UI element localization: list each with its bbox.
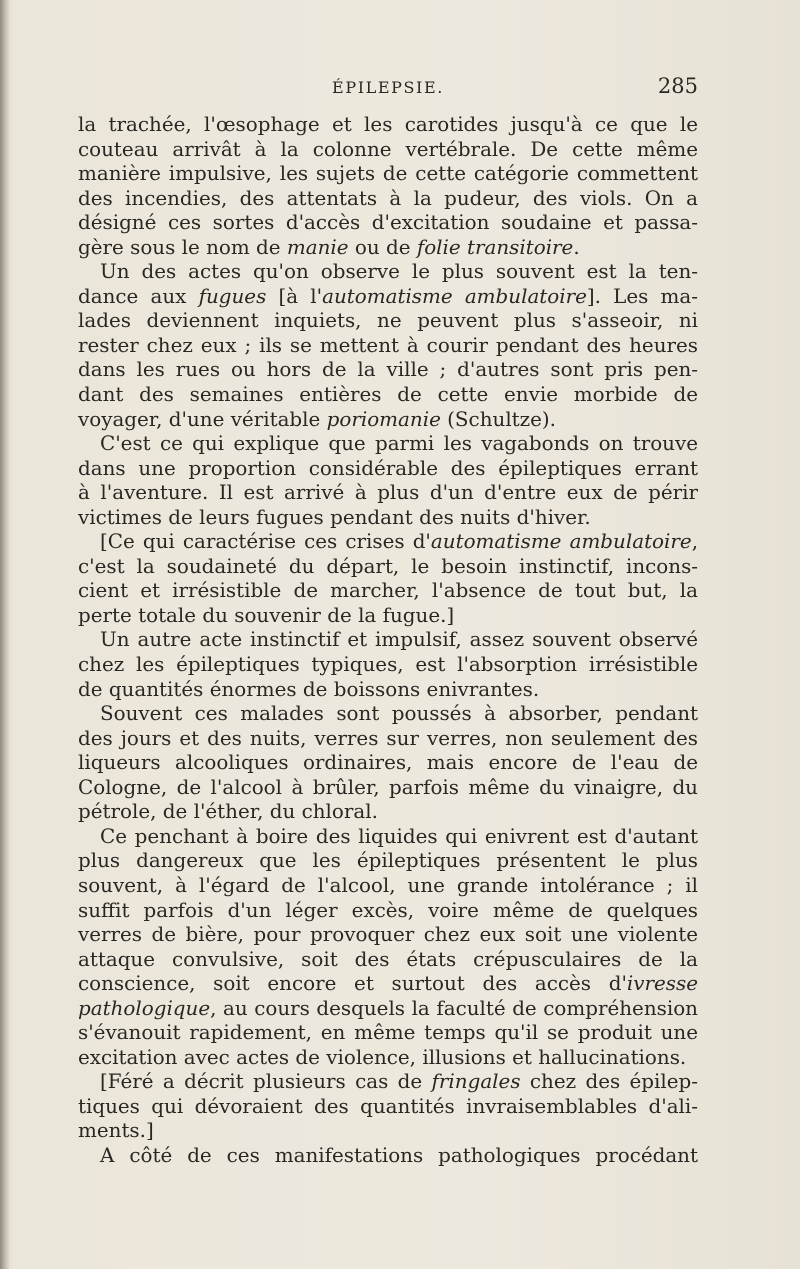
italic-term: automatisme ambulatoire <box>430 530 692 554</box>
text-line: lades deviennent inquiets, ne peuvent plus s'asseoir, ni <box>78 309 698 333</box>
italic-term: ivresse <box>626 972 698 996</box>
italic-term: pathologique <box>78 996 211 1020</box>
page-number: 285 <box>657 74 698 98</box>
paragraph-start: A côté de ces manifestations pathologiques procédant <box>100 1143 698 1167</box>
text-line: cient et irrésistible de marcher, l'absence de tout but, la <box>78 579 698 603</box>
text-line: conscience, soit encore et surtout des accès d'ivresse <box>78 972 698 996</box>
body-text <box>78 113 698 1169</box>
italic-term: poriomanie <box>326 407 441 431</box>
text-line: suffit parfois d'un léger excès, voire même de quelques <box>78 898 698 922</box>
text-line: chez les épileptiques typiques, est l'absorption irrésistible <box>78 653 698 677</box>
paragraph-start: C'est ce qui explique que parmi les vagabonds on trouve <box>100 432 698 456</box>
text-line: de quantités énormes de boissons enivrantes. <box>78 677 540 701</box>
paragraph-start: Ce penchant à boire des liquides qui enivrent est d'autant <box>100 824 698 848</box>
page-binding-edge <box>0 0 9 1269</box>
text-line: pathologique, au cours desquels la faculté de compréhension <box>78 996 698 1020</box>
paragraph-start: [Féré a décrit plusieurs cas de fringales chez des épilep- <box>100 1070 698 1094</box>
text-line: dance aux fugues [à l'automatisme ambulatoire]. Les ma- <box>78 284 698 308</box>
text-line: voyager, d'une véritable poriomanie (Schultze). <box>78 407 557 431</box>
text-line: attaque convulsive, soit des états crépusculaires de la <box>78 947 698 971</box>
page-header <box>78 74 698 104</box>
running-head: ÉPILEPSIE. <box>332 78 444 97</box>
paragraph-start: Un des actes qu'on observe le plus souvent est la ten- <box>100 260 698 284</box>
italic-term: fringales <box>431 1070 521 1094</box>
text-line: à l'aventure. Il est arrivé à plus d'un d'entre eux de périr <box>78 481 698 505</box>
text-line: c'est la soudaineté du départ, le besoin instinctif, incons- <box>78 554 698 578</box>
text-line: dans les rues ou hors de la ville ; d'autres sont pris pen- <box>78 358 698 382</box>
text-line: des incendies, des attentats à la pudeur, des viols. On a <box>78 186 698 210</box>
italic-term: manie <box>286 235 349 259</box>
italic-term: fugues <box>198 284 267 308</box>
text-line: excitation avec actes de violence, illusions et hallucinations. <box>78 1045 687 1069</box>
text-line: manière impulsive, les sujets de cette catégorie commettent <box>78 162 698 186</box>
italic-term: folie transitoire <box>416 235 574 259</box>
text-line: ments.] <box>78 1119 154 1143</box>
text-line: victimes de leurs fugues pendant des nuits d'hiver. <box>78 505 591 529</box>
paragraph-start: Un autre acte instinctif et impulsif, assez souvent observé <box>100 628 698 652</box>
text-line: liqueurs alcooliques ordinaires, mais encore de l'eau de <box>78 751 698 775</box>
text-line: souvent, à l'égard de l'alcool, une grande intolérance ; il <box>78 873 698 897</box>
text-line: couteau arrivât à la colonne vertébrale. De cette même <box>78 137 698 161</box>
text-line: verres de bière, pour provoquer chez eux soit une violente <box>78 923 698 947</box>
paragraph-start: Souvent ces malades sont poussés à absorber, pendant <box>100 702 698 726</box>
text-line: tiques qui dévoraient des quantités invraisemblables d'ali- <box>78 1094 698 1118</box>
text-line: Cologne, de l'alcool à brûler, parfois même du vinaigre, du <box>78 775 698 799</box>
text-line: la trachée, l'œsophage et les carotides jusqu'à ce que le <box>78 113 698 136</box>
text-line: pétrole, de l'éther, du chloral. <box>78 800 378 824</box>
paragraph-start: [Ce qui caractérise ces crises d'automatisme ambulatoire, <box>100 530 699 554</box>
text-line: plus dangereux que les épileptiques présentent le plus <box>78 849 698 873</box>
italic-term: automatisme ambulatoire <box>322 284 587 308</box>
text-line: des jours et des nuits, verres sur verres, non seulement des <box>78 726 698 750</box>
text-line: désigné ces sortes d'accès d'excitation soudaine et passa- <box>78 211 698 235</box>
text-line: s'évanouit rapidement, en même temps qu'il se produit une <box>78 1021 698 1045</box>
text-line: dant des semaines entières de cette envie morbide de <box>78 383 698 407</box>
text-line: perte totale du souvenir de la fugue.] <box>78 603 455 627</box>
text-line: gère sous le nom de manie ou de folie transitoire. <box>78 235 580 259</box>
text-line: rester chez eux ; ils se mettent à courir pendant des heures <box>78 333 698 357</box>
text-line: dans une proportion considérable des épileptiques errant <box>78 456 698 480</box>
